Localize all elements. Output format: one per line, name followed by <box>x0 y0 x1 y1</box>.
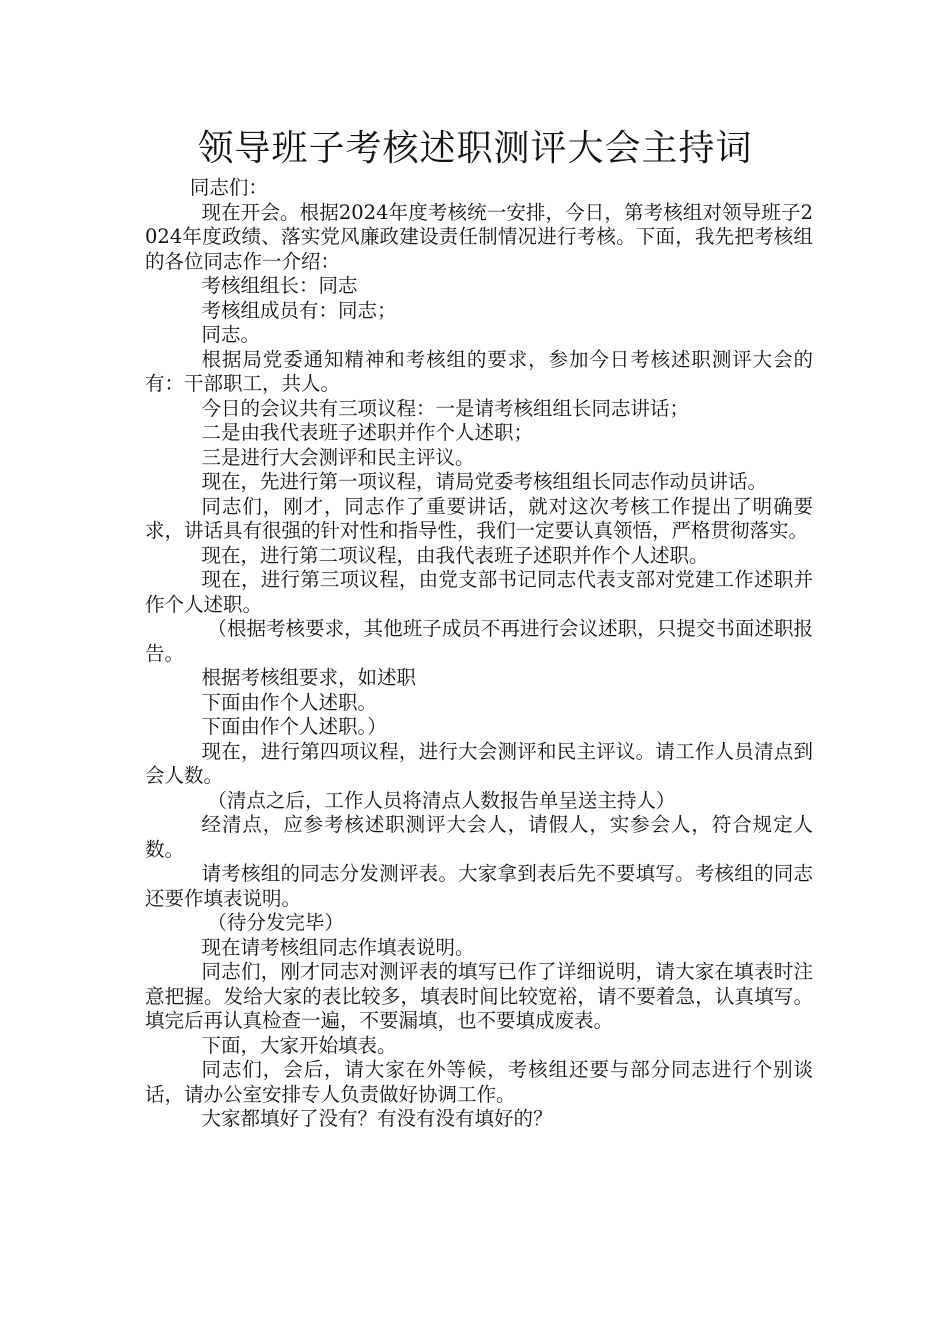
paragraph-note-1: 根据考核组要求，如述职 <box>201 666 417 689</box>
paragraph-greeting: 同志们： <box>189 176 268 199</box>
paragraph-item-1: 现在，先进行第一项议程，请局党委考核组组长同志作动员讲话。 <box>201 470 768 493</box>
paragraph-item-2: 现在，进行第二项议程，由我代表班子述职并作个人述职。 <box>201 543 709 567</box>
paragraph-note-3: 下面由作个人述职。） <box>201 715 387 738</box>
paragraph-note-open: （根据考核要求，其他班子成员不再进行会议述职，只提交书面述职报告。 <box>145 617 813 665</box>
paragraph-team-leader: 考核组组长：同志 <box>201 274 358 297</box>
paragraph-distribute: 请考核组的同志分发测评表。大家拿到表后先不要填写。考核组的同志还要作填表说明。 <box>145 862 813 910</box>
paragraph-count-result: 经清点，应参考核述职测评大会人，请假人，实参会人，符合规定人数。 <box>145 813 813 861</box>
paragraph-agenda-3: 三是进行大会测评和民主评议。 <box>201 445 475 469</box>
paragraph-form-explain: 现在请考核组同志作填表说明。 <box>201 935 475 959</box>
paragraph-item-4: 现在，进行第四项议程，进行大会测评和民主评议。请工作人员清点到会人数。 <box>145 739 813 787</box>
paragraph-after-meeting: 同志们，会后，请大家在外等候，考核组还要与部分同志进行个别谈话，请办公室安排专人负责做好协调工作。 <box>145 1058 813 1106</box>
paragraph-form-instructions: 同志们，刚才同志对测评表的填写已作了详细说明，请大家在填表时注意把握。发给大家的表比较多，填表时间比较宽裕，请不要着急，认真填写。填完后再认真检查一遍，不要漏填，也不要填成废表。 <box>145 960 813 1032</box>
paragraph-note-2: 下面由作个人述职。 <box>201 690 378 714</box>
paragraph-count-note: （清点之后，工作人员将清点人数报告单呈送主持人） <box>207 788 676 812</box>
paragraph-attendees: 根据局党委通知精神和考核组的要求，参加今日考核述职测评大会的有：干部职工，共人。 <box>145 347 813 395</box>
document-body <box>145 176 813 1132</box>
paragraph-remarks: 同志们，刚才，同志作了重要讲话，就对这次考核工作提出了明确要求，讲话具有很强的针对性和指导性，我们一定要认真领悟，严格贯彻落实。 <box>145 494 813 542</box>
paragraph-closing-question: 大家都填好了没有？有没有没有填好的？ <box>201 1107 553 1130</box>
paragraph-agenda-1: 今日的会议共有三项议程：一是请考核组组长同志讲话； <box>201 396 690 420</box>
paragraph-team-members: 考核组成员有：同志； <box>201 298 397 322</box>
paragraph-agenda-2: 二是由我代表班子述职并作个人述职； <box>201 421 534 444</box>
paragraph-start-filling: 下面，大家开始填表。 <box>201 1033 397 1057</box>
document-title: 领导班子考核述职测评大会主持词 <box>197 128 753 169</box>
paragraph-wait: （待分发完毕） <box>207 911 344 934</box>
paragraph-item-3: 现在，进行第三项议程，由党支部书记同志代表支部对党建工作述职并作个人述职。 <box>145 568 813 616</box>
paragraph-opening: 现在开会。根据2024年度考核统一安排，今日，第考核组对领导班子2024年度政绩、落实党风廉政建设责任制情况进行考核。下面，我先把考核组的各位同志作一介绍： <box>145 200 813 273</box>
paragraph-team-members-cont: 同志。 <box>201 323 261 346</box>
